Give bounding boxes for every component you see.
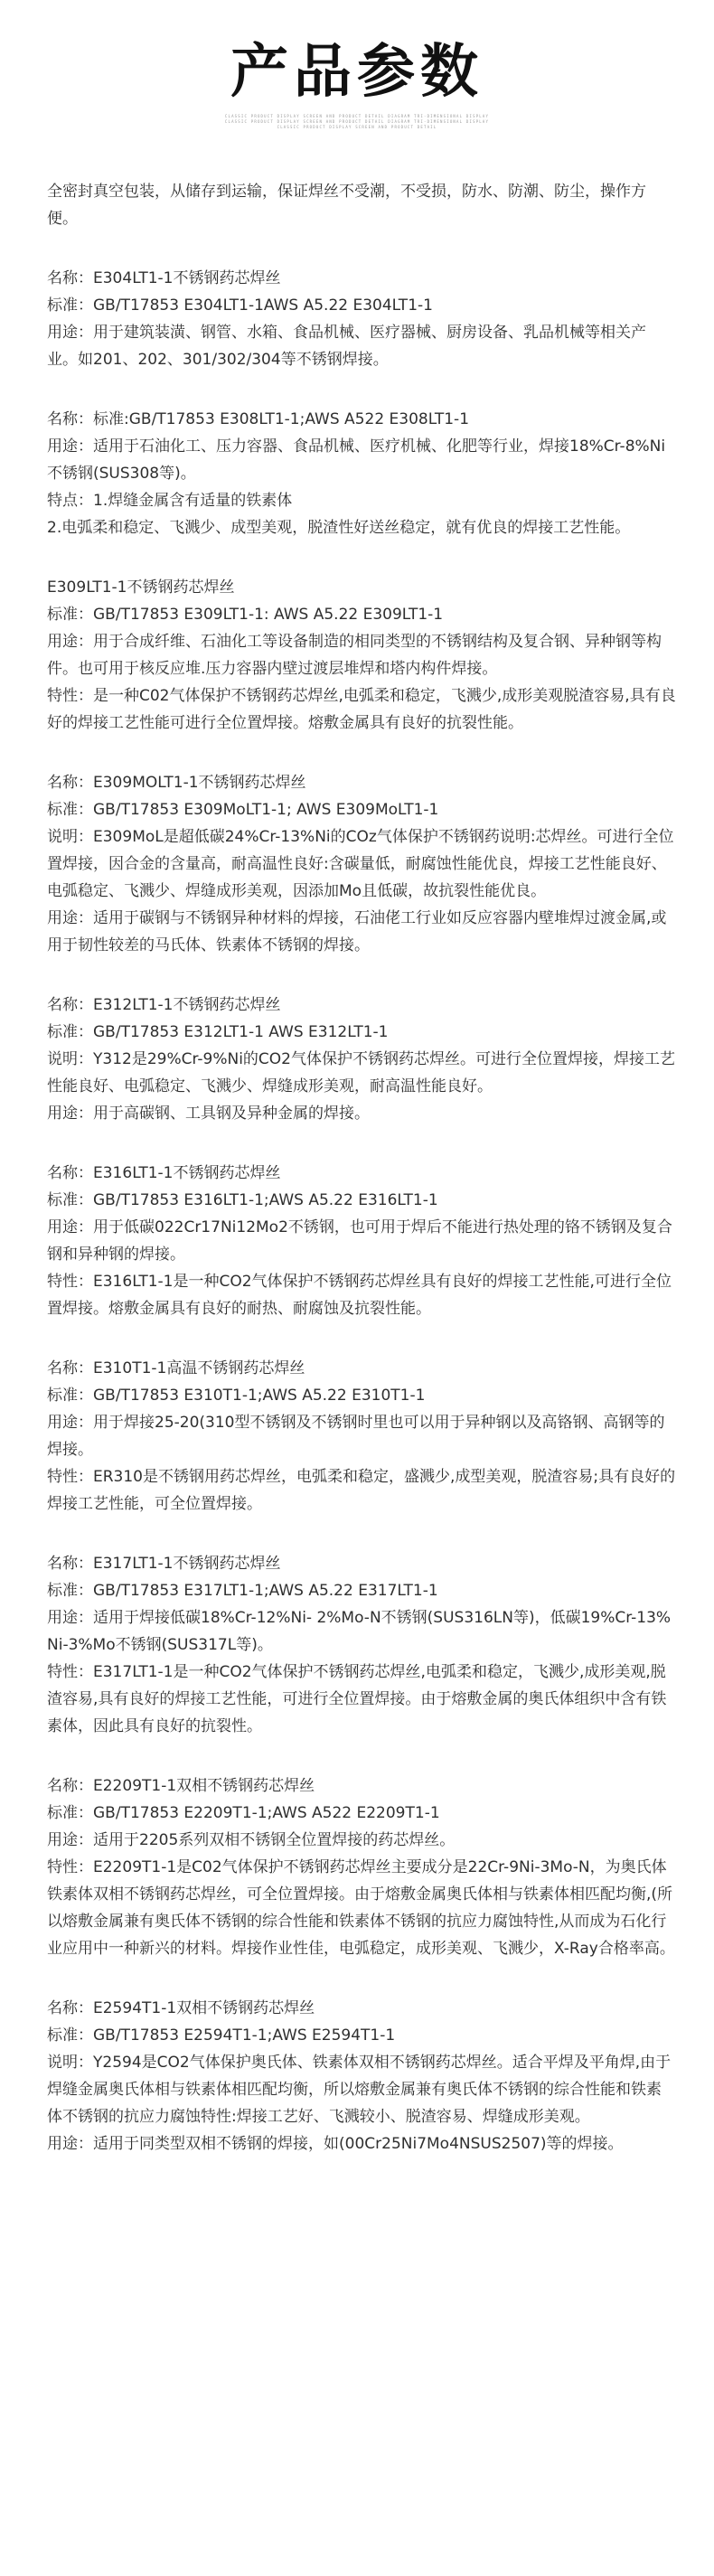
section-line: 用途：适用于焊接低碳18%Cr-12%Ni- 2%Mo-N不锈钢(SUS316LN等)，低碳19%Cr-13%Ni-3%Mo不锈钢(SUS317L等)。 <box>47 1609 672 1654</box>
section-line: 说明：Y312是29%Cr-9%Ni的CO2气体保护不锈钢药芯焊丝。可进行全位置焊接，焊接工艺性能良好、电弧稳定、飞溅少、焊缝成形美观，耐高温性能良好。 <box>47 1050 675 1095</box>
product-section <box>47 265 676 373</box>
section-line: 标准：GB/T17853 E317LT1-1;AWS A5.22 E317LT1-1 <box>47 1582 438 1600</box>
page-title: 产品参数 <box>230 39 484 106</box>
section-line: 名称：E312LT1-1不锈钢药芯焊丝 <box>47 996 281 1014</box>
product-section <box>47 1160 676 1322</box>
section-line: 标准：GB/T17853 E2209T1-1;AWS A522 E2209T1-1 <box>47 1804 440 1822</box>
subtitle-line: CLASSIC PRODUCT DISPLAY SCREEN AND PRODUCT DETAIL <box>277 125 437 129</box>
section-line: 用途：用于合成纤维、石油化工等设备制造的相同类型的不锈钢结构及复合钢、异种钢等构件。也可用于核反应堆.压力容器内壁过渡层堆焊和塔内构件焊接。 <box>47 633 662 678</box>
section-line: 名称：E304LT1-1不锈钢药芯焊丝 <box>47 269 281 287</box>
product-section <box>47 1355 676 1518</box>
decorative-subtitle <box>0 114 714 130</box>
section-line: 用途：适用于2205系列双相不锈钢全位置焊接的药芯焊丝。 <box>47 1831 456 1849</box>
section-line: 名称：E316LT1-1不锈钢药芯焊丝 <box>47 1164 281 1182</box>
section-line: 用途：用于低碳022Cr17Ni12Mo2不锈钢，也可用于焊后不能进行热处理的铬不锈钢及复合钢和异种钢的焊接。 <box>47 1218 672 1264</box>
section-line: 标准：GB/T17853 E2594T1-1;AWS E2594T1-1 <box>47 2026 396 2045</box>
section-line: 说明：Y2594是CO2气体保护奥氏体、铁素体双相不锈钢药芯焊丝。适合平焊及平角焊,由于焊缝金属奥氏体相与铁素体相匹配均衡，所以熔敷金属兼有奥氏体不锈钢的综合性能和铁素体不锈钢的抗应力腐蚀特性:焊接工艺好、飞溅较小、脱渣容易、焊缝成形美观。 <box>47 2054 672 2126</box>
section-line: 名称：E309MOLT1-1不锈钢药芯焊丝 <box>47 774 306 792</box>
section-line: 标准：GB/T17853 E309LT1-1: AWS A5.22 E309LT1-1 <box>47 606 444 624</box>
parameter-sections <box>47 265 676 2158</box>
section-line: 特性：E2209T1-1是C02气体保护不锈钢药芯焊丝主要成分是22Cr-9Ni-3Mo-N，为奥氏体铁素体双相不锈钢药芯焊丝，可全位置焊接。由于熔敷金属奥氏体相与铁素体相匹配均衡,(所以熔敷金属兼有奥氏体不锈钢的综合性能和铁素体不锈钢的抗应力腐蚀特性,从而成为石化行业应用中一种新兴的材料。焊接作业性佳，电弧稳定，成形美观、飞溅少，X-Ray合格率高。 <box>47 1858 675 1958</box>
section-line: 特点：1.焊缝金属含有适量的铁素体 <box>47 492 293 510</box>
header <box>0 0 714 145</box>
section-line: 标准：GB/T17853 E304LT1-1AWS A5.22 E304LT1-1 <box>47 296 433 315</box>
section-line: 特性：是一种C02气体保护不锈钢药芯焊丝,电弧柔和稳定，飞溅少,成形美观脱渣容易,具有良好的焊接工艺性能可进行全位置焊接。熔敷金属具有良好的抗裂性能。 <box>47 687 676 732</box>
section-line: 名称：E310T1-1高温不锈钢药芯焊丝 <box>47 1359 305 1377</box>
section-line: 用途：用于焊接25-20(310型不锈钢及不锈钢时里也可以用于异种钢以及高铬钢、高钢等的焊接。 <box>47 1414 665 1459</box>
section-line: 名称：E2209T1-1双相不锈钢药芯焊丝 <box>47 1777 315 1795</box>
product-section <box>47 574 676 737</box>
section-line: 标准：GB/T17853 E310T1-1;AWS A5.22 E310T1-1 <box>47 1387 426 1405</box>
section-line: 用途：用于高碳钢、工具钢及异种金属的焊接。 <box>47 1105 370 1123</box>
subtitle-line: CLASSIC PRODUCT DISPLAY SCREEN AND PRODUCT DETAIL DIAGRAM TRI-DIMENSIONAL DISPLAY <box>224 119 490 124</box>
subtitle-line: CLASSIC PRODUCT DISPLAY SCREEN AND PRODUCT DETAIL DIAGRAM TRI-DIMENSIONAL DISPLAY <box>224 114 490 118</box>
product-section <box>47 1550 676 1740</box>
section-line: 标准：GB/T17853 E312LT1-1 AWS E312LT1-1 <box>47 1023 389 1041</box>
section-line: 特性：E317LT1-1是一种CO2气体保护不锈钢药芯焊丝,电弧柔和稳定，飞溅少,成形美观,脱渣容易,具有良好的焊接工艺性能，可进行全位置焊接。由于熔敷金属的奥氏体组织中含有铁素体，因此具有良好的抗裂性。 <box>47 1663 667 1735</box>
section-line: 用途：适用于石油化工、压力容器、食品机械、医疗机械、化肥等行业，焊接18%Cr-8%Ni不锈钢(SUS308等)。 <box>47 437 666 483</box>
product-section <box>47 1772 676 1962</box>
section-line: 用途：适用于同类型双相不锈钢的焊接，如(00Cr25Ni7Mo4NSUS2507)等的焊接。 <box>47 2135 624 2153</box>
section-line: 名称：E317LT1-1不锈钢药芯焊丝 <box>47 1555 281 1573</box>
section-line: 用途：适用于碳钢与不锈钢异种材料的焊接，石油佬工行业如反应容器内壁堆焊过渡金属,或用于韧性较差的马氏体、铁素体不锈钢的焊接。 <box>47 909 667 954</box>
product-section <box>47 1995 676 2158</box>
product-section <box>47 992 676 1127</box>
section-line: 名称：标准:GB/T17853 E308LT1-1;AWS A522 E308LT1-1 <box>47 410 470 428</box>
section-line: 标准：GB/T17853 E316LT1-1;AWS A5.22 E316LT1-1 <box>47 1191 438 1209</box>
section-line: 特性：E316LT1-1是一种CO2气体保护不锈钢药芯焊丝具有良好的焊接工艺性能,可进行全位置焊接。熔敷金属具有良好的耐热、耐腐蚀及抗裂性能。 <box>47 1273 672 1318</box>
product-parameters <box>47 178 676 2158</box>
product-section <box>47 406 676 541</box>
product-section <box>47 769 676 959</box>
section-line: 特性：ER310是不锈钢用药芯焊丝，电弧柔和稳定，盛溅少,成型美观，脱渣容易;具有良好的焊接工艺性能，可全位置焊接。 <box>47 1468 676 1513</box>
section-line: 2.电弧柔和稳定、飞溅少、成型美观，脱渣性好送丝稳定，就有优良的焊接工艺性能。 <box>47 519 631 537</box>
intro-paragraph: 全密封真空包装，从储存到运输，保证焊丝不受潮，不受损，防水、防潮、防尘，操作方便。 <box>47 183 646 228</box>
section-line: E309LT1-1不锈钢药芯焊丝 <box>47 578 235 597</box>
section-line: 名称：E2594T1-1双相不锈钢药芯焊丝 <box>47 1999 315 2017</box>
section-line: 用途：用于建筑装潢、钢管、水箱、食品机械、医疗器械、厨房设备、乳品机械等相关产业。如201、202、301/302/304等不锈钢焊接。 <box>47 324 646 369</box>
section-line: 说明：E309MoL是超低碳24%Cr-13%Ni的COz气体保护不锈钢药说明:芯焊丝。可进行全位置焊接，因合金的含量高，耐高温性良好:含碳量低，耐腐蚀性能优良，焊接工艺性能良好、电弧稳定、飞溅少、焊缝成形美观，因添加Mo且低碳，故抗裂性能优良。 <box>47 828 674 900</box>
section-line: 标准：GB/T17853 E309MoLT1-1; AWS E309MoLT1-1 <box>47 801 439 819</box>
